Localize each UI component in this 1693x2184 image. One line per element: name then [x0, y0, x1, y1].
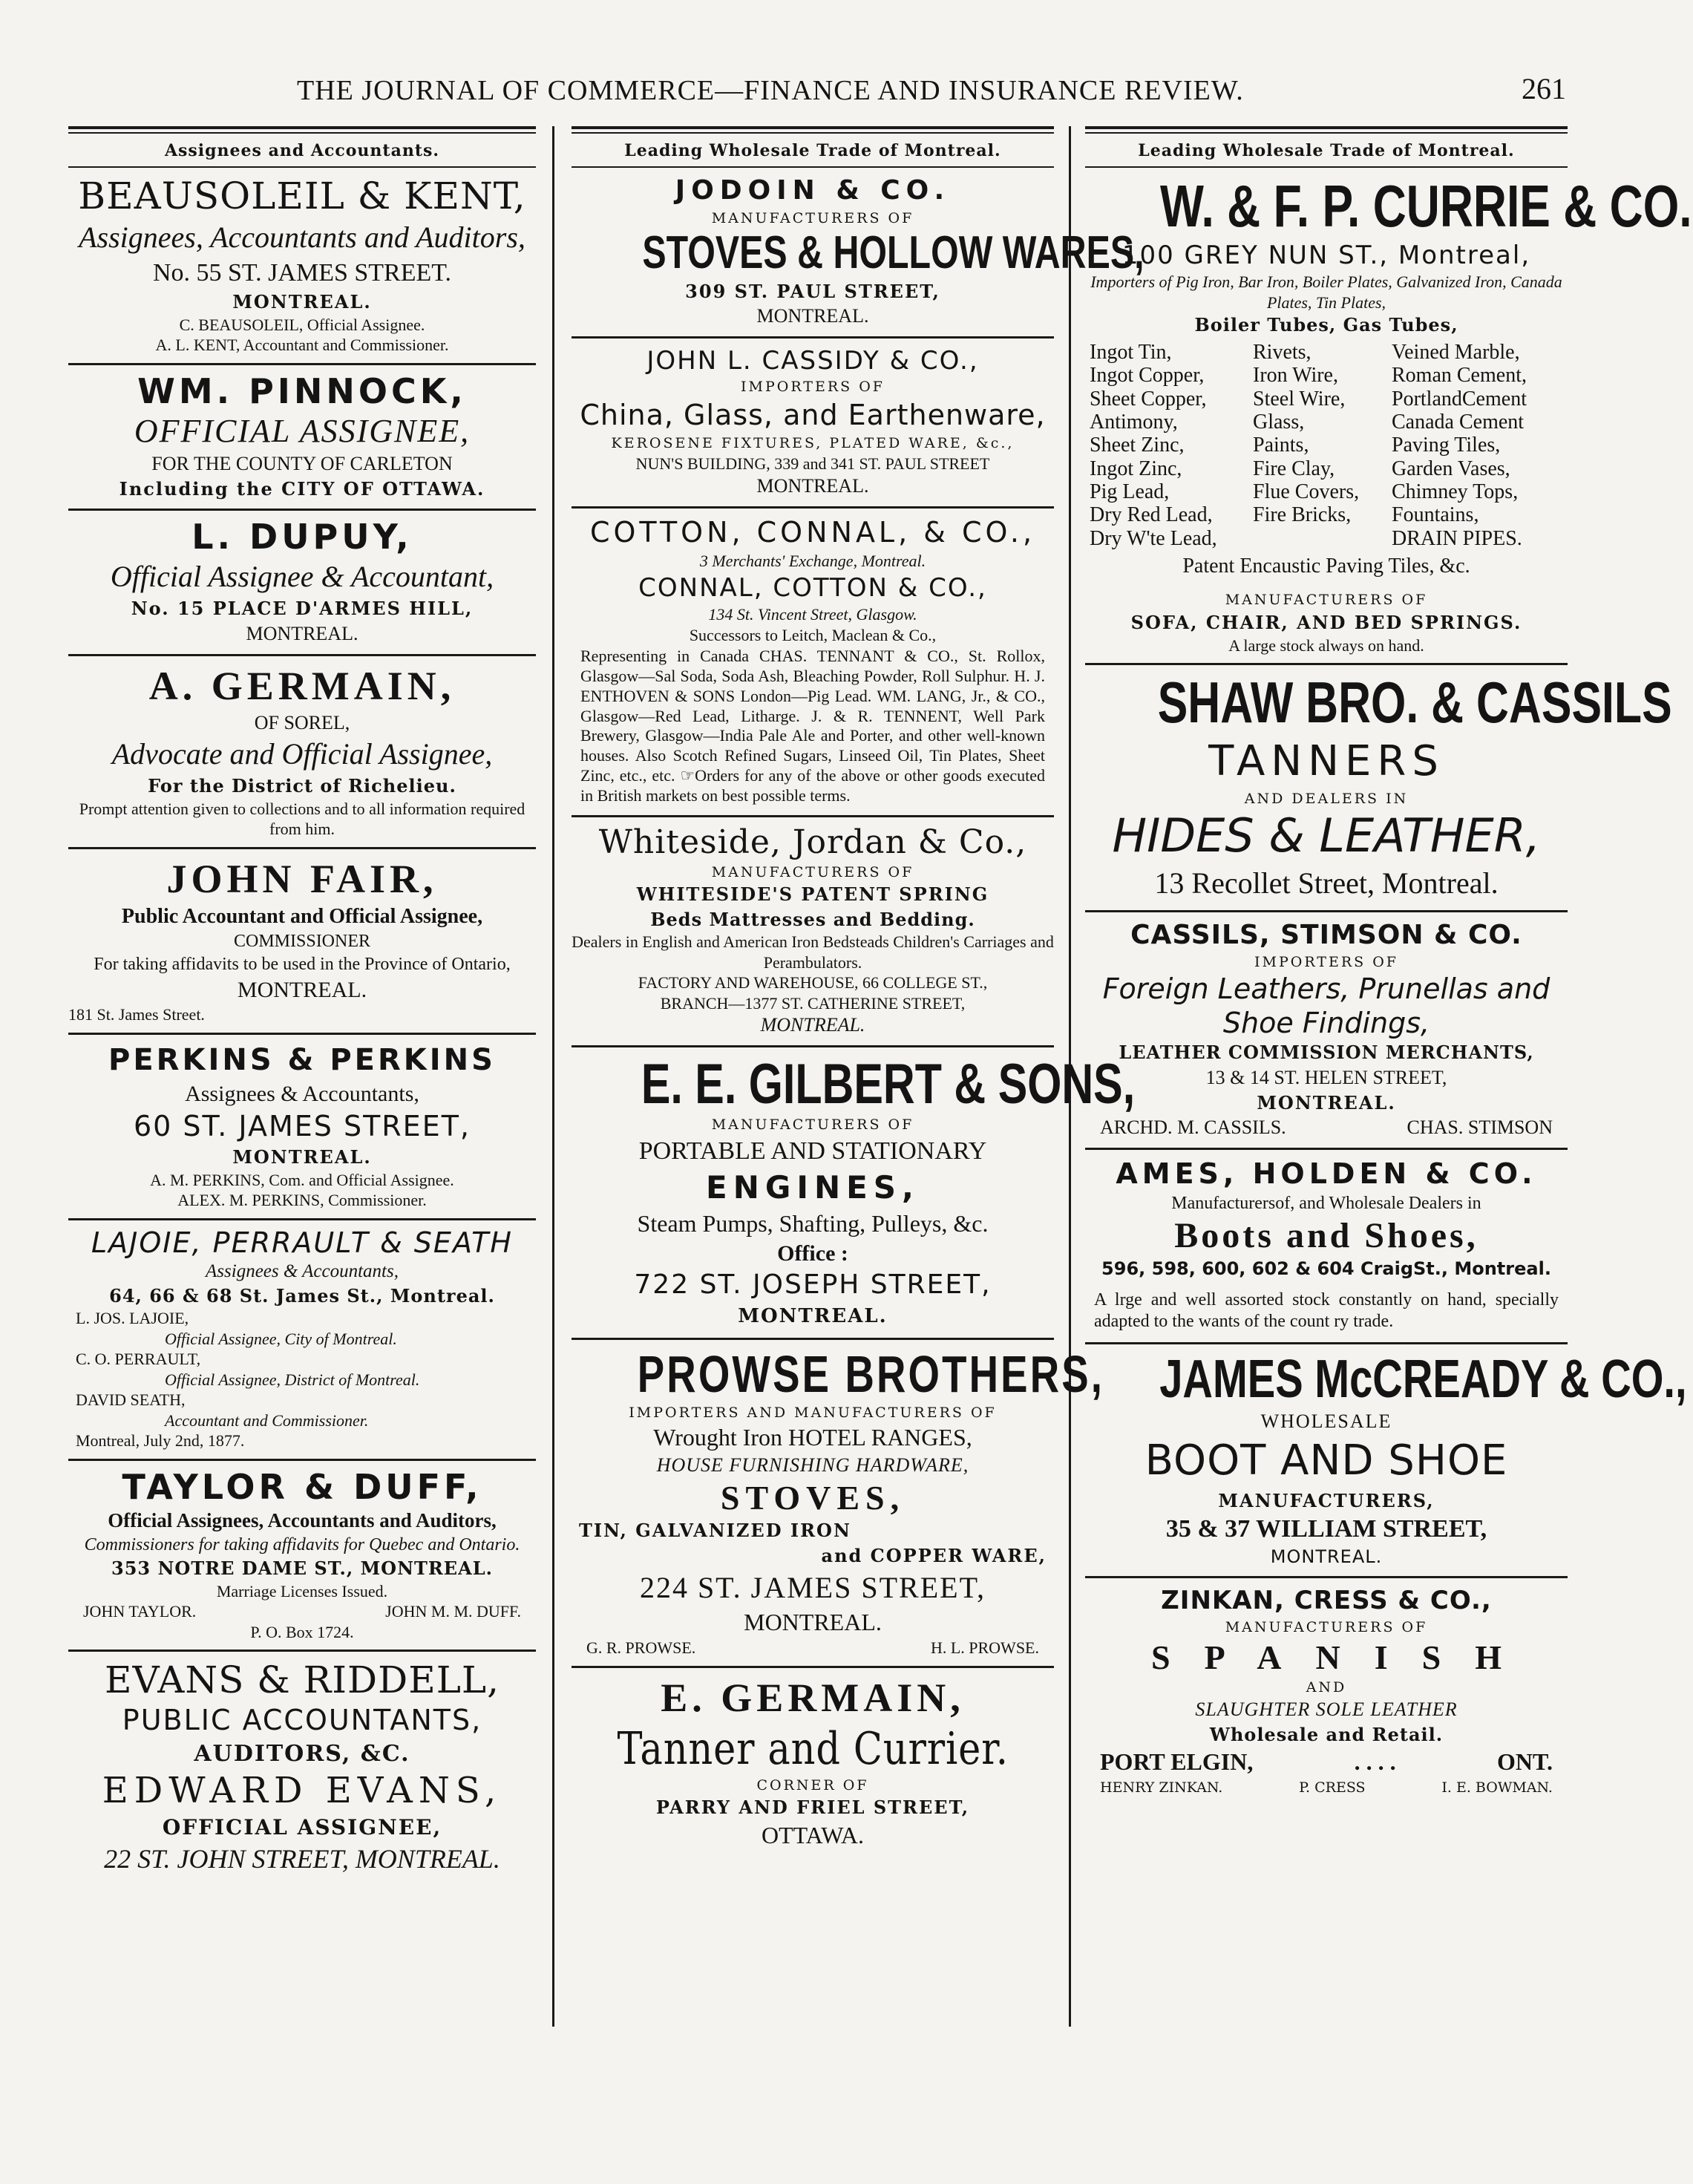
goods-item: Antimony, — [1090, 410, 1178, 434]
ad-subtitle: Assignees, Accountants and Auditors, — [79, 220, 525, 254]
running-head — [74, 67, 1588, 111]
ad-role: IMPORTERS OF — [1254, 954, 1398, 971]
ad-office: Office : — [777, 1241, 848, 1266]
goods-list — [1085, 338, 1568, 553]
ad-title: Official Assignee & Accountant, — [110, 560, 494, 594]
column-wholesale-2 — [1085, 126, 1692, 2027]
page-number: 261 — [1522, 72, 1566, 105]
ad-name: E. GERMAIN, — [661, 1675, 965, 1720]
ad-role: Manufacturersof, and Wholesale Dealers in — [1171, 1194, 1481, 1214]
ad-role: IMPORTERS OF — [741, 379, 885, 396]
ad-person: C. BEAUSOLEIL, Official Assignee. — [179, 315, 425, 334]
ad-stoves: STOVES, — [720, 1479, 906, 1517]
ad-title: Assignees & Accountants, — [185, 1081, 419, 1106]
goods-item: Iron Wire, — [1253, 364, 1338, 388]
ad-name: W. & F. P. CURRIE & CO. — [1160, 173, 1692, 239]
ad-corner: CORNER OF — [756, 1776, 869, 1794]
ad-signatures — [1085, 1778, 1568, 1798]
goods-item: Ingot Zinc, — [1090, 457, 1182, 480]
ad-role: MANUFACTURERS OF — [1225, 592, 1428, 609]
ad-city: MONTREAL. — [237, 978, 367, 1003]
goods-item: DRAIN PIPES. — [1392, 526, 1522, 550]
ad-address: 309 ST. PAUL STREET, — [685, 280, 940, 302]
ad-copper: and COPPER WARE, — [821, 1545, 1047, 1567]
ad-address2: 134 St. Vincent Street, Glasgow. — [708, 605, 917, 624]
goods-item — [1253, 527, 1392, 550]
ad-product: STOVES & HOLLOW WARES, — [642, 227, 1145, 279]
ad-taylor-duff — [68, 1461, 536, 1652]
partner-name: C. O. PERRAULT, — [76, 1350, 201, 1369]
ad-product: WHITESIDE'S PATENT SPRING — [636, 883, 989, 906]
ad-mccready — [1085, 1344, 1687, 1579]
ad-address: NUN'S BUILDING, 339 and 341 ST. PAUL STREET — [635, 454, 990, 473]
goods-item: Paving Tiles, — [1392, 434, 1501, 457]
double-rule — [68, 126, 536, 134]
ad-name: AMES, HOLDEN & CO. — [1116, 1157, 1537, 1191]
partner-name: JOHN M. M. DUFF. — [385, 1602, 521, 1621]
ad-name: E. E. GILBERT & SONS, — [641, 1052, 1136, 1116]
ad-commissioners: Commissioners for taking affidavits for Quebec and Ontario. — [84, 1535, 520, 1554]
section-heading: Leading Wholesale Trade of Montreal. — [572, 137, 1054, 168]
ad-role: MANUFACTURERS OF — [711, 1116, 914, 1134]
ad-name: L. DUPUY, — [191, 517, 413, 558]
ad-cassils-stimson — [1085, 912, 1568, 1150]
ad-importers: Importers of Pig Iron, Bar Iron, Boiler Plates, Galvanized Iron, Canada Plates, Tin Plates, — [1090, 272, 1562, 312]
ad-address: No. 55 ST. JAMES STREET. — [152, 259, 452, 287]
ad-location — [1085, 1747, 1568, 1778]
ad-person-title: OFFICIAL ASSIGNEE, — [162, 1815, 442, 1840]
ad-tubes: Boiler Tubes, Gas Tubes, — [1194, 314, 1458, 336]
ad-germain-sorel — [68, 656, 536, 849]
ad-name: JOHN FAIR, — [166, 856, 438, 901]
ad-gilbert — [572, 1047, 1136, 1340]
goods-column — [1090, 341, 1253, 550]
ad-person: A. M. PERKINS, Com. and Official Assignee. — [150, 1170, 454, 1189]
ad-county: FOR THE COUNTY OF CARLETON — [151, 452, 453, 474]
goods-item: Glass, — [1253, 410, 1305, 434]
goods-item: Dry Red Lead, — [1090, 503, 1213, 527]
ad-dots: . . . . — [1354, 1748, 1396, 1776]
goods-item: Fire Clay, — [1253, 457, 1335, 480]
journal-title: THE JOURNAL OF COMMERCE—FINANCE AND INSURANCE REVIEW. — [297, 75, 1244, 106]
partner-name: I. E. BOWMAN. — [1441, 1779, 1553, 1796]
ad-wholesale: WHOLESALE — [1260, 1410, 1392, 1432]
ad-evans-riddell — [68, 1652, 536, 1884]
ad-pinnock — [68, 365, 536, 511]
ad-of: OF SOREL, — [254, 711, 350, 733]
ad-name: TAYLOR & DUFF, — [122, 1466, 482, 1507]
ad-description: Representing in Canada CHAS. TENNANT & CO., St. Rollox, Glasgow—Sal Soda, Soda Ash, Bleaching Powder, Roll Sulphur. H. J. ENTHOVEN & SONS London—Pig Lead. WM. LANG, Jr., & CO., Glasgow—Red Lead, Litharge. J. & R. TENNENT, Well Park Brewery, Glasgow—India Pale Ale and Porter, and other well-known houses. Also Scotch Refined Sugars, Linseed Oil, Tin Plates, Sheet Zinc, etc., etc. ☞Orders for any of the above or other goods executed in British markets on best possible terms. — [580, 647, 1045, 805]
ad-name: BEAUSOLEIL & KENT, — [78, 174, 526, 218]
ad-city: MONTREAL. — [744, 1608, 882, 1635]
ad-address: 22 ST. JOHN STREET, MONTREAL. — [104, 1844, 500, 1874]
ad-address: 100 GREY NUN ST., Montreal, — [1121, 241, 1531, 270]
ad-name: PERKINS & PERKINS — [108, 1042, 496, 1077]
ad-name: LAJOIE, PERRAULT & SEATH — [91, 1226, 513, 1259]
ad-role: MANUFACTURERS OF — [711, 863, 914, 880]
ad-name: Whiteside, Jordan & Co., — [598, 823, 1027, 861]
ad-whiteside — [572, 817, 1054, 1047]
ad-currie — [1085, 168, 1692, 665]
ad-dealers: Dealers in English and American Iron Bedsteads Children's Carriages and Perambulators. — [572, 932, 1054, 972]
ad-city: MONTREAL. — [756, 305, 869, 327]
goods-item: Sheet Copper, — [1090, 387, 1207, 411]
ad-product: BOOT AND SHOE — [1145, 1436, 1508, 1485]
ad-title: PUBLIC ACCOUNTANTS, — [122, 1704, 482, 1737]
ad-box: P. O. Box 1724. — [250, 1622, 354, 1641]
goods-item: Roman Cement, — [1392, 364, 1527, 388]
ad-city: MONTREAL. — [1257, 1091, 1396, 1114]
ad-dupuy — [68, 511, 536, 656]
ad-address: No. 15 PLACE D'ARMES HILL, — [131, 598, 474, 620]
partner-name: L. JOS. LAJOIE, — [76, 1309, 189, 1328]
goods-item: Paints, — [1253, 434, 1309, 457]
partner-title: Official Assignee, City of Montreal. — [165, 1329, 397, 1348]
goods-item: Chimney Tops, — [1392, 480, 1519, 503]
ad-cassidy — [572, 339, 1054, 509]
ad-role: MANUFACTURERS OF — [711, 209, 914, 226]
ad-commission: LEATHER COMMISSION MERCHANTS, — [1119, 1042, 1534, 1064]
ad-product: PORTABLE AND STATIONARY — [638, 1137, 987, 1165]
goods-item: PortlandCement — [1392, 387, 1527, 411]
ad-address: 181 St. James Street. — [68, 1005, 205, 1024]
ad-address: 3 Merchants' Exchange, Montreal. — [699, 552, 926, 571]
ad-province: ONT. — [1497, 1748, 1553, 1776]
ad-address: 13 & 14 ST. HELEN STREET, — [1205, 1066, 1447, 1088]
ad-address: 722 ST. JOSEPH STREET, — [634, 1269, 992, 1301]
ad-address: 224 ST. JAMES STREET, — [639, 1570, 986, 1604]
ad-wholesale: Wholesale and Retail. — [1209, 1723, 1444, 1745]
ad-signatures — [1085, 1115, 1568, 1140]
ad-name: WM. PINNOCK, — [137, 370, 467, 411]
double-rule — [1085, 126, 1568, 134]
goods-item: Ingot Copper, — [1090, 364, 1205, 388]
ad-title: OFFICIAL ASSIGNEE, — [134, 412, 471, 449]
goods-item: Fire Bricks, — [1253, 503, 1352, 527]
ad-name: COTTON, CONNAL, & CO., — [589, 516, 1036, 549]
ad-shaw-cassils — [1085, 665, 1672, 912]
ad-city: MONTREAL. — [738, 1305, 888, 1328]
double-rule — [572, 126, 1054, 134]
ad-john-fair — [68, 849, 536, 1035]
goods-item: Steel Wire, — [1253, 387, 1346, 411]
ad-commissioner: COMMISSIONER — [233, 932, 371, 952]
ad-tin: TIN, GALVANIZED IRON — [579, 1520, 851, 1542]
goods-item: Pig Lead, — [1090, 480, 1170, 503]
ad-note: For taking affidavits to be used in the Province of Ontario, — [94, 955, 511, 975]
column-assignees — [68, 126, 536, 2027]
partner-name: JOHN TAYLOR. — [83, 1602, 197, 1621]
ad-spanish: SPANISH — [1151, 1638, 1536, 1677]
ad-zinkan-cress — [1085, 1578, 1568, 1805]
ad-address: 353 NOTRE DAME ST., MONTREAL. — [111, 1557, 493, 1579]
ad-city: PORT ELGIN, — [1100, 1748, 1254, 1776]
goods-item: Rivets, — [1253, 340, 1311, 364]
ad-address: 35 & 37 WILLIAM STREET, — [1165, 1515, 1487, 1543]
ad-city: MONTREAL. — [246, 622, 358, 644]
partner-name: DAVID SEATH, — [76, 1390, 186, 1410]
ad-and: AND — [1306, 1679, 1347, 1696]
partner-name: HENRY ZINKAN. — [1100, 1779, 1223, 1796]
ad-title: Assignees & Accountants, — [206, 1261, 399, 1282]
ad-product: China, Glass, and Earthenware, — [580, 398, 1046, 431]
ad-product: Foreign Leathers, Prunellas and Shoe Findings, — [1102, 972, 1550, 1039]
ad-name: JOHN L. CASSIDY & CO., — [646, 345, 979, 376]
ad-address: 596, 598, 600, 602 & 604 CraigSt., Montreal. — [1101, 1258, 1551, 1280]
ad-ames-holden — [1085, 1150, 1568, 1344]
ad-person: EDWARD EVANS, — [102, 1770, 502, 1812]
ad-role: MANUFACTURERS, — [1218, 1489, 1435, 1511]
ad-beausoleil-kent — [68, 168, 536, 365]
ad-branch: BRANCH—1377 ST. CATHERINE STREET, — [660, 993, 966, 1013]
goods-column — [1253, 341, 1392, 550]
ad-product: SLAUGHTER SOLE LEATHER — [1195, 1699, 1458, 1721]
ad-name2: CONNAL, COTTON & CO., — [638, 572, 987, 603]
ad-stock: A large stock always on hand. — [1228, 635, 1424, 655]
ad-city: MONTREAL. — [232, 291, 372, 313]
ad-lajoie — [68, 1220, 536, 1461]
goods-item: Dry W'te Lead, — [1090, 526, 1217, 550]
ad-address: 64, 66 & 68 St. James St., Montreal. — [109, 1284, 495, 1307]
ad-product: HIDES & LEATHER, — [1112, 808, 1541, 863]
section-heading: Leading Wholesale Trade of Montreal. — [1085, 137, 1568, 168]
partner-name: H. L. PROWSE. — [930, 1638, 1039, 1658]
ad-including: Including the CITY OF OTTAWA. — [119, 477, 485, 500]
ad-auditors: AUDITORS, &C. — [194, 1741, 410, 1768]
ad-signatures — [572, 1638, 1054, 1658]
ad-licenses: Marriage Licenses Issued. — [216, 1581, 388, 1601]
ad-trade: TANNERS — [1208, 736, 1444, 785]
ad-city: MONTREAL. — [756, 475, 869, 497]
ad-cotton-connal — [572, 509, 1054, 817]
ad-prowse — [572, 1340, 1105, 1668]
ad-jodoin — [572, 168, 1145, 339]
ad-signatures — [68, 1601, 536, 1622]
ad-person: A. L. KENT, Accountant and Commissioner. — [155, 336, 449, 355]
goods-item: Garden Vases, — [1392, 457, 1510, 480]
ad-trade: Tanner and Currier. — [617, 1722, 1009, 1775]
ad-city: MONTREAL. — [1270, 1546, 1383, 1568]
goods-item: Canada Cement — [1392, 410, 1525, 434]
ad-products: SOFA, CHAIR, AND BED SPRINGS. — [1130, 612, 1522, 633]
partner-name: CHAS. STIMSON — [1407, 1116, 1553, 1139]
ad-name: JAMES McCREADY & CO., — [1159, 1349, 1687, 1409]
goods-item: Fountains, — [1392, 503, 1479, 527]
ad-product2: HOUSE FURNISHING HARDWARE, — [656, 1454, 969, 1476]
ad-address: 13 Recollet Street, Montreal. — [1154, 866, 1499, 900]
ad-role: IMPORTERS AND MANUFACTURERS OF — [629, 1404, 997, 1421]
goods-item: Ingot Tin, — [1090, 340, 1172, 364]
ad-patent: Patent Encaustic Paving Tiles, &c. — [1182, 555, 1470, 578]
ad-title: Official Assignees, Accountants and Auditors, — [108, 1508, 497, 1531]
partner-name: ARCHD. M. CASSILS. — [1100, 1116, 1286, 1139]
ad-product: Wrought Iron HOTEL RANGES, — [653, 1424, 972, 1451]
ad-name: CASSILS, STIMSON & CO. — [1130, 919, 1522, 950]
ad-address: 60 ST. JAMES STREET, — [134, 1109, 471, 1142]
ad-perkins — [68, 1035, 536, 1220]
ad-extra: KEROSENE FIXTURES, PLATED WARE, &c., — [611, 435, 1015, 452]
goods-column — [1392, 341, 1563, 550]
ad-partners — [68, 1308, 536, 1451]
ad-role: MANUFACTURERS OF — [1225, 1618, 1428, 1635]
ad-note: Prompt attention given to collections and to all information required from him. — [79, 799, 525, 839]
ad-dealers: AND DEALERS IN — [1244, 790, 1409, 807]
ad-e-germain — [572, 1668, 1054, 1859]
column-divider — [552, 126, 554, 2027]
ad-date: Montreal, July 2nd, 1877. — [76, 1431, 245, 1451]
partner-title: Official Assignee, District of Montreal. — [165, 1370, 420, 1389]
ad-street: PARRY AND FRIEL STREET, — [655, 1796, 970, 1819]
ad-name: EVANS & RIDDELL, — [105, 1658, 500, 1702]
ad-other: Steam Pumps, Shafting, Pulleys, &c. — [637, 1209, 989, 1237]
section-heading: Assignees and Accountants. — [68, 137, 536, 168]
goods-item: Veined Marble, — [1392, 340, 1520, 364]
ad-successors: Successors to Leitch, Maclean & Co., — [689, 625, 937, 644]
ad-name: JODOIN & CO. — [675, 175, 951, 206]
goods-item: Sheet Zinc, — [1090, 434, 1185, 457]
ad-person: ALEX. M. PERKINS, Commissioner. — [177, 1191, 427, 1210]
ad-title: Advocate and Official Assignee, — [111, 737, 493, 771]
ad-city: MONTREAL. — [232, 1146, 372, 1168]
ad-note: A lrge and well assorted stock constantly on hand, specially adapted to the wants of the count ry trade. — [1094, 1290, 1559, 1332]
ad-product2: Beds Mattresses and Bedding. — [650, 908, 975, 930]
ad-name: ZINKAN, CRESS & CO., — [1161, 1586, 1492, 1616]
ad-name: PROWSE BROTHERS, — [637, 1344, 1105, 1403]
ad-engines: ENGINES, — [706, 1169, 920, 1206]
ad-city: OTTAWA. — [762, 1821, 864, 1848]
goods-item: Flue Covers, — [1253, 480, 1360, 503]
partner-name: G. R. PROWSE. — [586, 1638, 696, 1658]
ad-factory: FACTORY AND WAREHOUSE, 66 COLLEGE ST., — [638, 973, 988, 993]
ad-name: A. GERMAIN, — [148, 663, 456, 708]
partner-name: P. CRESS — [1299, 1779, 1366, 1796]
ad-product: Boots and Shoes, — [1174, 1216, 1478, 1256]
ad-title: Public Accountant and Official Assignee, — [121, 904, 483, 928]
ad-city: MONTREAL. — [760, 1014, 865, 1036]
partner-title: Accountant and Commissioner. — [165, 1410, 369, 1430]
ad-district: For the District of Richelieu. — [148, 775, 456, 797]
ad-name: SHAW BRO. & CASSILS — [1157, 670, 1672, 736]
